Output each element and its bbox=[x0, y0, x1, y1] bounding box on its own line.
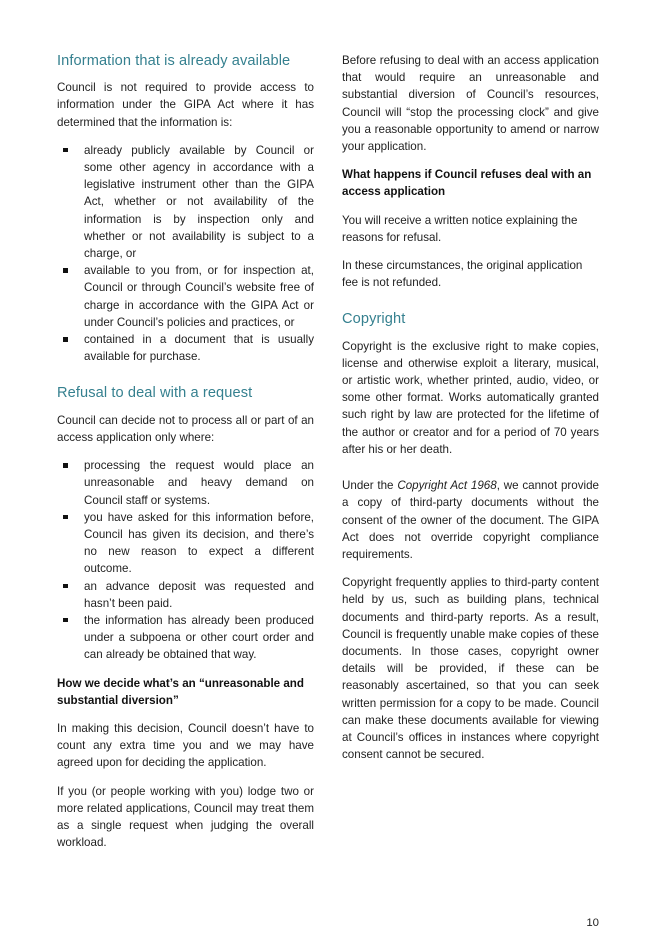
list-item-label: available to you from, or for inspection at, Council or through Council’s website free of charge in accordance with the GIPA Act or under Council’s policies and practices, or bbox=[84, 264, 314, 329]
list-item bbox=[57, 509, 314, 578]
square-bullet-icon bbox=[63, 515, 68, 520]
right-column bbox=[342, 52, 599, 862]
list-item-label: processing the request would place an unreasonable and heavy demand on Council staff or systems. bbox=[84, 459, 314, 507]
paragraph-written-notice: You will receive a written notice explaining the reasons for refusal. bbox=[342, 213, 578, 244]
list-item bbox=[57, 457, 314, 509]
paragraph-copyright-act-consent bbox=[342, 477, 599, 563]
section-heading-refusal-to-deal: Refusal to deal with a request bbox=[57, 385, 253, 402]
section-heading-information-available: Information that is already available bbox=[57, 53, 291, 69]
square-bullet-icon bbox=[63, 618, 68, 623]
list-item-label: you have asked for this information before, Council has given its decision, and there’s no new reason to expect a different outcome. bbox=[84, 510, 314, 576]
subheading-what-happens-if-refused: What happens if Council refuses deal with an access application bbox=[342, 168, 592, 199]
paragraph-text-suffix: , we cannot provide a copy of third-party documents without the consent of the owner of the document. The GIPA Act does not override copyright compliance requirements. bbox=[342, 479, 599, 561]
section-heading-copyright: Copyright bbox=[342, 311, 406, 328]
paragraph-third-party-content: Copyright frequently applies to third-party content held by us, such as building plans, technical documents and third-party reports. As a result, Council is frequently unable make copies of these documents. In those cases, copyright owner details will be provided, if these can be reasonably ascertained, so that you can seek written permission for a copy to be made. Council can make these documents available for viewing at Council’s offices in instances where copyright consent cannot be secured. bbox=[342, 576, 599, 762]
paragraph-copyright-definition: Copyright is the exclusive right to make copies, license and otherwise exploit a literary, musical, or artistic work, whether printed, audio, video, or some other format. Works automatically granted such right by law are protected for the lifetime of the author or creator and for a period of 70 years after his or her death. bbox=[342, 339, 599, 456]
bullet-list-already-available bbox=[57, 142, 314, 366]
two-column-body bbox=[57, 52, 599, 862]
list-item-label: the information has already been produced under a subpoena or other court order and can already be obtained that way. bbox=[84, 613, 314, 662]
list-item bbox=[57, 612, 314, 664]
subheading-unreasonable-substantial-diversion: How we decide what’s an “unreasonable and substantial diversion” bbox=[57, 676, 304, 707]
list-item bbox=[57, 331, 314, 365]
list-item bbox=[57, 262, 314, 331]
list-item-label: contained in a document that is usually available for purchase. bbox=[84, 333, 314, 364]
list-item bbox=[57, 142, 314, 262]
list-item bbox=[57, 578, 314, 612]
bullet-list-refusal-grounds bbox=[57, 457, 314, 663]
paragraph-text-prefix: Under the bbox=[342, 479, 398, 493]
paragraph-spacer bbox=[342, 469, 599, 477]
statute-title-copyright-act-1968: Copyright Act 1968 bbox=[397, 479, 497, 493]
square-bullet-icon bbox=[63, 268, 68, 273]
square-bullet-icon bbox=[63, 148, 68, 153]
page-number: 10 bbox=[586, 917, 599, 929]
paragraph-refusal-conditions: Council can decide not to process all or part of an access application only where: bbox=[57, 413, 314, 444]
paragraph-extra-time-not-counted: In making this decision, Council doesn’t have to count any extra time you and we may have agreed upon for deciding the application. bbox=[57, 721, 314, 770]
paragraph-fee-not-refunded: In these circumstances, the original application fee is not refunded. bbox=[342, 259, 583, 290]
list-item-label: already publicly available by Council or some other agency in accordance with a legislative instrument other than the GIPA Act, whether or not availability of the information is by inspection only and whether or not availability is subject to a charge, or bbox=[84, 143, 314, 261]
left-column bbox=[57, 52, 314, 862]
paragraph-stop-the-clock: Before refusing to deal with an access application that would require an unreasonable and substantial diversion of Council’s resources, Council will “stop the processing clock” and give you a reasonable opportunity to amend or narrow your application. bbox=[342, 54, 599, 154]
paragraph-not-required-access: Council is not required to provide access to information under the GIPA Act where it has determined that the information is: bbox=[57, 81, 314, 129]
list-item-label: an advance deposit was requested and hasn’t been paid. bbox=[84, 579, 314, 610]
paragraph-related-applications: If you (or people working with you) lodge two or more related applications, Council may treat them as a single request when judging the overall workload. bbox=[57, 784, 314, 850]
square-bullet-icon bbox=[63, 584, 68, 589]
square-bullet-icon bbox=[63, 463, 68, 468]
square-bullet-icon bbox=[63, 337, 68, 342]
